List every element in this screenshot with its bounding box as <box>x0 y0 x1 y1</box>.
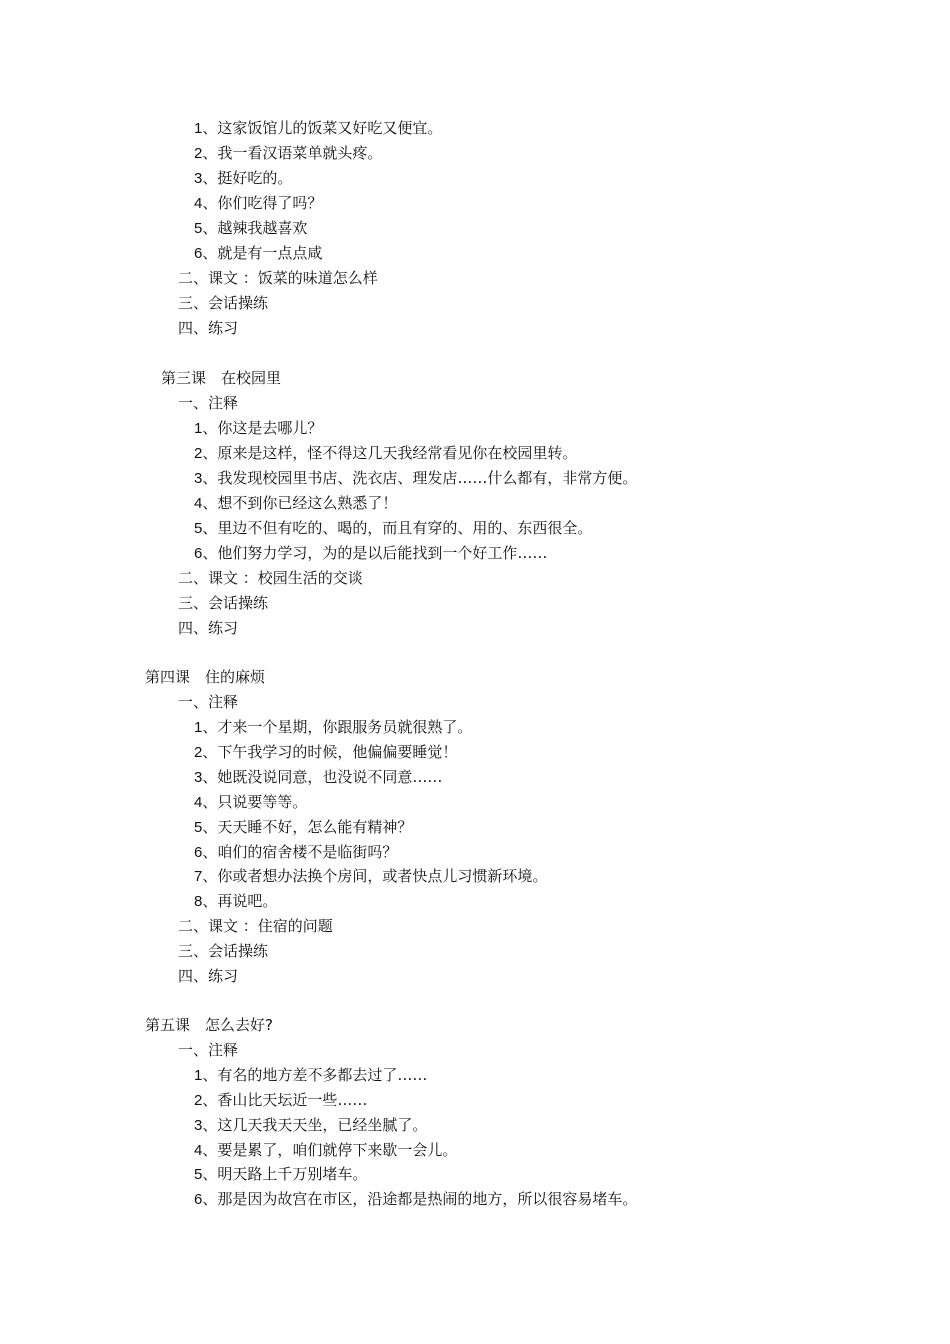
section-heading: 二、课文 ：校园生活的交谈 <box>178 569 363 587</box>
list-item: 5、天天睡不好，怎么能有精神？ <box>194 818 413 836</box>
list-item: 2、下午我学习的时候，他偏偏要睡觉！ <box>194 743 458 761</box>
list-item: 6、他们努力学习，为的是以后能找到一个好工作…… <box>194 544 548 562</box>
list-item: 4、只说要等等。 <box>194 793 308 811</box>
list-item: 5、明天路上千万别堵车。 <box>194 1165 368 1183</box>
list-item: 3、这几天我天天坐，已经坐腻了。 <box>194 1116 428 1134</box>
list-item: 4、想不到你已经这么熟悉了！ <box>194 494 398 512</box>
list-item: 6、那是因为故宫在市区，沿途都是热闹的地方，所以很容易堵车。 <box>194 1190 638 1208</box>
list-item: 2、香山比天坛近一些…… <box>194 1091 368 1109</box>
lesson-title: 第五课 怎么去好? <box>145 1016 273 1034</box>
section-heading: 三、会话操练 <box>178 594 269 612</box>
section-heading: 三、会话操练 <box>178 942 269 960</box>
lesson-title: 第四课 住的麻烦 <box>145 668 266 686</box>
section-heading: 四、练习 <box>178 319 239 337</box>
list-item: 3、挺好吃的。 <box>194 169 293 187</box>
list-item: 3、她既没说同意，也没说不同意…… <box>194 768 443 786</box>
list-item: 5、里边不但有吃的、喝的，而且有穿的、用的、东西很全。 <box>194 519 593 537</box>
list-item: 3、我发现校园里书店、洗衣店、理发店……什么都有，非常方便。 <box>194 469 638 487</box>
list-item: 7、你或者想办法换个房间，或者快点儿习惯新环境。 <box>194 867 548 885</box>
section-heading: 二、课文 ：住宿的问题 <box>178 917 333 935</box>
section-heading: 四、练习 <box>178 967 239 985</box>
list-item: 1、才来一个星期，你跟服务员就很熟了。 <box>194 718 473 736</box>
list-item: 1、有名的地方差不多都去过了…… <box>194 1066 428 1084</box>
list-item: 4、你们吃得了吗？ <box>194 194 323 212</box>
section-heading: 三、会话操练 <box>178 294 269 312</box>
list-item: 1、这家饭馆儿的饭菜又好吃又便宜。 <box>194 119 443 137</box>
section-heading: 一、注释 <box>178 693 239 711</box>
list-item: 6、就是有一点点咸 <box>194 244 323 262</box>
list-item: 2、原来是这样，怪不得这几天我经常看见你在校园里转。 <box>194 444 578 462</box>
list-item: 4、要是累了，咱们就停下来歇一会儿。 <box>194 1141 458 1159</box>
list-item: 8、再说吧。 <box>194 892 278 910</box>
section-heading: 一、注释 <box>178 394 239 412</box>
section-heading: 二、课文 ：饭菜的味道怎么样 <box>178 269 378 287</box>
list-item: 1、你这是去哪儿？ <box>194 419 323 437</box>
lesson-title: 第三课 在校园里 <box>161 369 282 387</box>
section-heading: 四、练习 <box>178 619 239 637</box>
list-item: 2、我一看汉语菜单就头疼。 <box>194 144 383 162</box>
list-item: 5、越辣我越喜欢 <box>194 219 308 237</box>
list-item: 6、咱们的宿舍楼不是临街吗？ <box>194 843 398 861</box>
section-heading: 一、注释 <box>178 1041 239 1059</box>
